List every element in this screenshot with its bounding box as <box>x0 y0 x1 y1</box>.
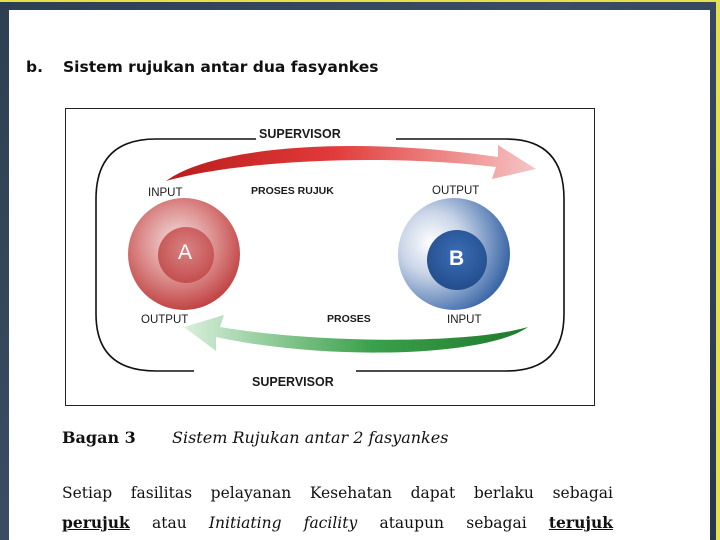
output-top-right-label: OUTPUT <box>432 185 480 197</box>
input-bottom-right-label: INPUT <box>447 314 482 326</box>
supervisor-top-label: SUPERVISOR <box>259 127 341 141</box>
perujuk-term: perujuk <box>62 513 130 532</box>
document-page <box>9 10 710 540</box>
section-title: Sistem rujukan antar dua fasyankes <box>63 58 379 76</box>
top-referral-arrow <box>166 145 536 181</box>
word-atau: atau <box>151 514 187 532</box>
supervisor-bottom-label: SUPERVISOR <box>252 375 334 389</box>
input-top-left-label: INPUT <box>148 187 183 199</box>
referral-diagram <box>65 108 595 406</box>
paragraph-line-1: Setiap fasilitas pelayanan Kesehatan dapat berlaku sebagai <box>62 484 613 502</box>
caption-number: Bagan 3 <box>62 428 136 447</box>
proses-rujuk-label: PROSES RUJUK <box>251 185 334 197</box>
word-ataupun-sebagai: ataupun sebagai <box>379 514 527 532</box>
output-bottom-left-label: OUTPUT <box>141 314 189 326</box>
caption-text: Sistem Rujukan antar 2 fasyankes <box>172 428 449 447</box>
paragraph-line-2 <box>62 513 613 532</box>
section-heading <box>26 58 378 76</box>
figure-caption <box>62 428 448 447</box>
diagram-graphics <box>66 109 594 405</box>
terujuk-term: terujuk <box>548 513 613 532</box>
initiating-facility-term: Initiating facility <box>208 514 358 532</box>
proses-label: PROSES <box>327 313 371 325</box>
facility-a-label: A <box>178 241 193 264</box>
facility-b-label: B <box>449 247 465 270</box>
section-number: b. <box>26 58 43 76</box>
